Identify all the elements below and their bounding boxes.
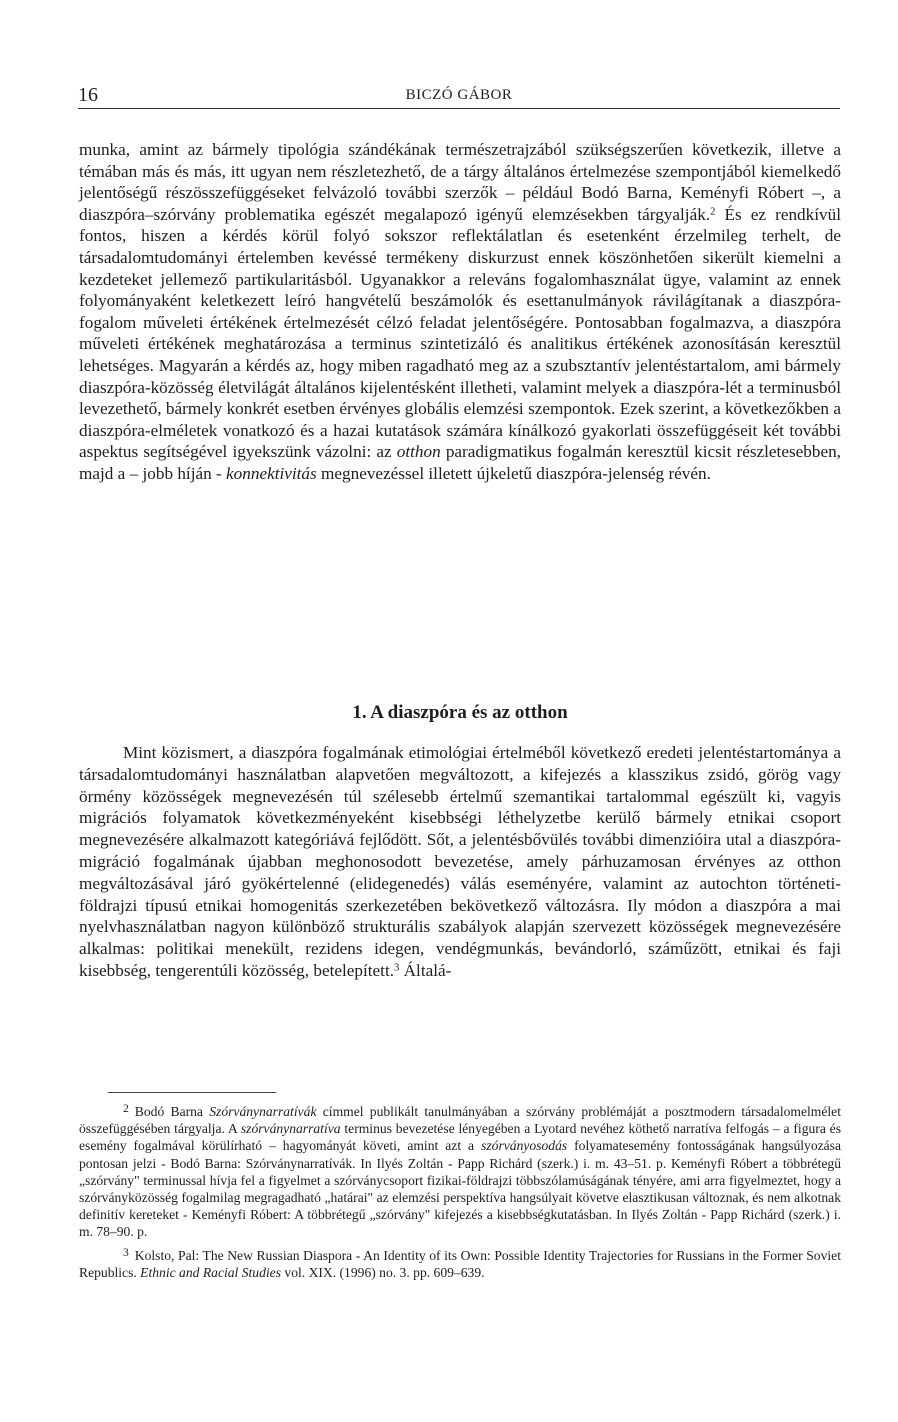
footnote-2-number: 2 <box>123 1102 129 1115</box>
footnote-2 <box>79 1100 841 1241</box>
fn2-text-1: Bodó Barna <box>134 1104 210 1120</box>
fn3-text-2: vol. XIX. (1996) no. 3. pp. 609–639. <box>281 1264 485 1280</box>
footnote-3 <box>79 1244 841 1281</box>
page-header <box>78 84 840 110</box>
p1-text-2: És ez rendkívül fontos, hiszen a kérdés körül folyó sokszor reflektálatlan és esetenként érzelmileg terhelt, de társadalomtudományi értelemben kevéssé termékeny diskurzust ennek köszönhetően sikerült kiemelni a kezdeteket jellemező partikularitásból. Ugyanakkor a releváns fogalomhasználat ügye, valamint az ennek folyományaként keletkezett leíró hangvételű beszámolók és esettanulmányok rávilágítanak a diaszpóra-fogalom műveleti értékének értelmezését célzó feladat jelentőségére. Pontosabban fogalmazva, a diaszpóra műveleti értékének meghatározása a terminus szintetizáló és analitikus értékének azonosításán keresztül lehetséges. Magyarán a kérdés az, hogy miben ragadható meg az a szubsztantív jelentéstartalom, ami bármely diaszpóra-közösség életvilágát általános kijelentésként illetheti, valamint melyek a diaszpóra-lét a terminusból levezethető, bármely konkrét esetben érvényes globális elemzési szempontok. Ezek szerint, a következőkben a diaszpóra-elméletek vonatkozó és a hazai kutatások számára kínálkozó gyakorlati összefüggéseit két további aspektus segítségével igyekszünk vázolni: az <box>79 204 841 462</box>
footnotes <box>79 1100 841 1284</box>
p2-text-2: Általá- <box>399 960 452 980</box>
fn2-emphasis-1: Szórványnarratívák <box>209 1104 317 1120</box>
footnote-3-number: 3 <box>123 1245 129 1259</box>
fn3-text-1: Kolsto, Pal: The New Russian Diaspora - An Identity of its Own: Possible Identity Trajectories for Russians in the Former Soviet Republics. <box>79 1247 841 1280</box>
body-paragraph-2 <box>79 742 841 982</box>
footnote-rule <box>108 1092 276 1093</box>
page-number: 16 <box>78 84 98 106</box>
fn2-emphasis-2: szórványnarratíva <box>240 1121 341 1137</box>
fn2-text-4: folyamatesemény fontosságának hangsúlyozása pontosan jelzi - Bodó Barna: Szórványnarratívák. In Ilyés Zoltán - Papp Richárd (szerk.) i. m. 43–51. p. Keményfi Róbert a többrétegű „szórvány" terminussal hívja fel a figyelmet a szórványcsoport fizikai-földrajzi többszólamúságának tényére, ami arra figyelmeztet, hogy a szórványközösség fogalmilag megragadható „határai" az elemzési perspektíva hangsúlyait követve elasztikusan változnak, és nem alkotnak definitív kereteket - Keményfi Róbert: A többrétegű „szórvány" kifejezés a kisebbségkutatásban. In Ilyés Zoltán - Papp Richárd (szerk.) i. m. 78–90. p. <box>79 1138 842 1240</box>
fn2-emphasis-3: szórványosodás <box>481 1138 568 1154</box>
p1-text-3: paradigmatikus fogalmán keresztül kicsit részletesebben, majd a – jobb híján - <box>79 442 841 483</box>
section-heading: 1. A diaszpóra és az otthon <box>352 702 568 723</box>
p2-text-1: Mint közismert, a diaszpóra fogalmának etimológiai értelméből következő eredeti jelentéstartománya a társadalomtudományi használatban alapvetően megváltozott, a kifejezés a klasszikus zsidó, görög vagy örmény közösségek megnevezésén túl szélesebb értelmű szemantikai tartalommal egészült ki, vagyis migrációs folyamatok következményeként kisebbségi léthelyzetbe kerülő bármely etnikai csoport megnevezésére alkalmazott kategóriává fejlődött. Sőt, a jelentésbővülés további dimenzióira utal a diaszpóra-migráció fogalmának újabban meghonosodott bevezetése, amely párhuzamosan érvényes az otthon megváltozásával járó gyökértelenné (elidegenedés) válás eseményére, valamint az autochton történeti-földrajzi típusú etnikai homogenitás szerkezetében bekövetkező változásra. Ily módon a diaszpóra a mai nyelvhasználatban nagyon különböző strukturális szabályok alapján szervezett közösségek megnevezésére alkalmas: politikai menekült, rezidens idegen, vendégmunkás, bevándorló, száműzött, etnikai és faji kisebbség, tengerentúli közösség, betelepített. <box>79 743 841 980</box>
fn2-text-3: terminus bevezetése lényegében a Lyotard nevéhez köthető narratíva felfogás – a figura és esemény fogalmával körülírható – hagyományát követi, amint azt a <box>79 1121 842 1154</box>
footnote-ref-2: 2 <box>710 206 716 218</box>
p1-emphasis-konnektivitas: konnektivitás <box>226 463 317 483</box>
p1-emphasis-otthon: otthon <box>396 442 441 462</box>
p1-text-1: munka, amint az bármely tipológia szándékának természetrajzából szükségszerűen következik, illetve a témában más és más, itt ugyan nem részletezhető, de a tárgy általános értelmezése szempontjából kiemelkedő jelentőségű részösszefüggéseket felvázoló további szerzők – például Bodó Barna, Keményfi Róbert –, a diaszpóra–szórvány problematika egészét megalapozó igényű elemzésekben tárgyalják. <box>79 140 841 224</box>
body-paragraph-1 <box>79 139 841 485</box>
fn3-emphasis-1: Ethnic and Racial Studies <box>140 1264 281 1280</box>
fn2-text-2: címmel publikált tanulmányában a szórvány problémáját a posztmodern társadalomelmélet összefüggésében tárgyalja. A <box>79 1104 841 1137</box>
running-head: BICZÓ GÁBOR <box>405 87 513 103</box>
p1-text-4: megnevezéssel illetett újkeletű diaszpóra-jelenség révén. <box>316 463 711 483</box>
footnote-ref-3: 3 <box>394 962 400 974</box>
header-rule <box>78 108 840 109</box>
